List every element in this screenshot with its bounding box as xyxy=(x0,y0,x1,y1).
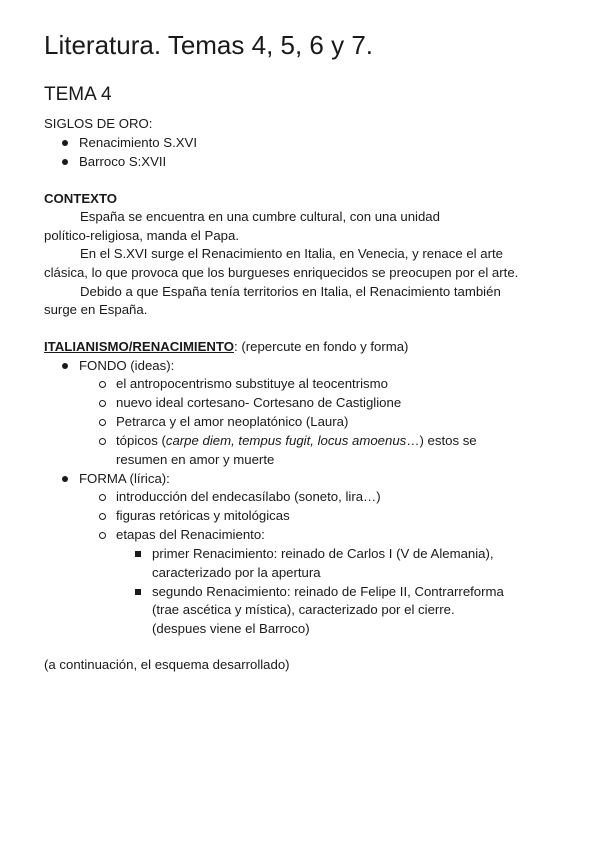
topicos-suffix: …) estos se xyxy=(406,433,477,448)
forma-item: etapas del Renacimiento: xyxy=(116,527,265,542)
fondo-item: nuevo ideal cortesano- Cortesano de Castiglione xyxy=(116,395,402,410)
bullet-circle-icon xyxy=(99,381,106,388)
topicos-latin: carpe diem, tempus fugit, locus amoenus xyxy=(165,433,407,448)
bullet-disc-icon xyxy=(62,159,68,165)
contexto-line: Debido a que España tenía territorios en Italia, el Renacimiento también xyxy=(80,284,501,299)
forma-label: FORMA (lírica): xyxy=(79,471,170,486)
bullet-circle-icon xyxy=(99,438,106,445)
document-title: Literatura. Temas 4, 5, 6 y 7. xyxy=(44,30,374,60)
bullet-disc-icon xyxy=(62,476,68,482)
siglos-heading: SIGLOS DE ORO: xyxy=(44,116,153,131)
bullet-circle-icon xyxy=(99,532,106,539)
siglos-item-barroco: Barroco S:XVII xyxy=(79,154,167,169)
bullet-disc-icon xyxy=(62,140,68,146)
etapa-line: (despues viene el Barroco) xyxy=(152,621,310,636)
contexto-line: España se encuentra en una cumbre cultural, con una unidad xyxy=(80,209,440,224)
italianismo-heading-line xyxy=(44,338,408,356)
siglos-item-renacimiento: Renacimiento S.XVI xyxy=(79,135,198,150)
fondo-item-topicos xyxy=(116,432,477,450)
bullet-circle-icon xyxy=(99,400,106,407)
fondo-item-topicos-cont: resumen en amor y muerte xyxy=(116,452,275,467)
section-heading-tema-4: TEMA 4 xyxy=(44,84,112,105)
contexto-line: político-religiosa, manda el Papa. xyxy=(44,228,239,243)
etapa-line: (trae ascética y mística), caracterizado por el cierre. xyxy=(152,602,455,617)
contexto-line: surge en España. xyxy=(44,302,148,317)
fondo-label: FONDO (ideas): xyxy=(79,358,175,373)
bullet-circle-icon xyxy=(99,494,106,501)
etapa-line: primer Renacimiento: reinado de Carlos I (V de Alemania), xyxy=(152,546,494,561)
etapa-line: caracterizado por la apertura xyxy=(152,565,321,580)
bullet-circle-icon xyxy=(99,419,106,426)
bullet-square-icon xyxy=(135,551,141,557)
bullet-circle-icon xyxy=(99,513,106,520)
italianismo-subtitle: : (repercute en fondo y forma) xyxy=(234,339,409,354)
italianismo-heading: ITALIANISMO/RENACIMIENTO xyxy=(44,339,234,354)
contexto-heading: CONTEXTO xyxy=(44,191,118,206)
etapa-line: segundo Renacimiento: reinado de Felipe II, Contrarreforma xyxy=(152,584,504,599)
bullet-square-icon xyxy=(135,589,141,595)
contexto-line: clásica, lo que provoca que los burgueses enriquecidos se preocupen por el arte. xyxy=(44,265,519,280)
bullet-disc-icon xyxy=(62,363,68,369)
contexto-line: En el S.XVI surge el Renacimiento en Italia, en Venecia, y renace el arte xyxy=(80,246,503,261)
fondo-item: Petrarca y el amor neoplatónico (Laura) xyxy=(116,414,349,429)
footer-note: (a continuación, el esquema desarrollado) xyxy=(44,657,290,672)
forma-item: figuras retóricas y mitológicas xyxy=(116,508,290,523)
topicos-prefix: tópicos ( xyxy=(116,433,166,448)
fondo-item: el antropocentrismo substituye al teocentrismo xyxy=(116,376,388,391)
forma-item: introducción del endecasílabo (soneto, lira…) xyxy=(116,489,381,504)
